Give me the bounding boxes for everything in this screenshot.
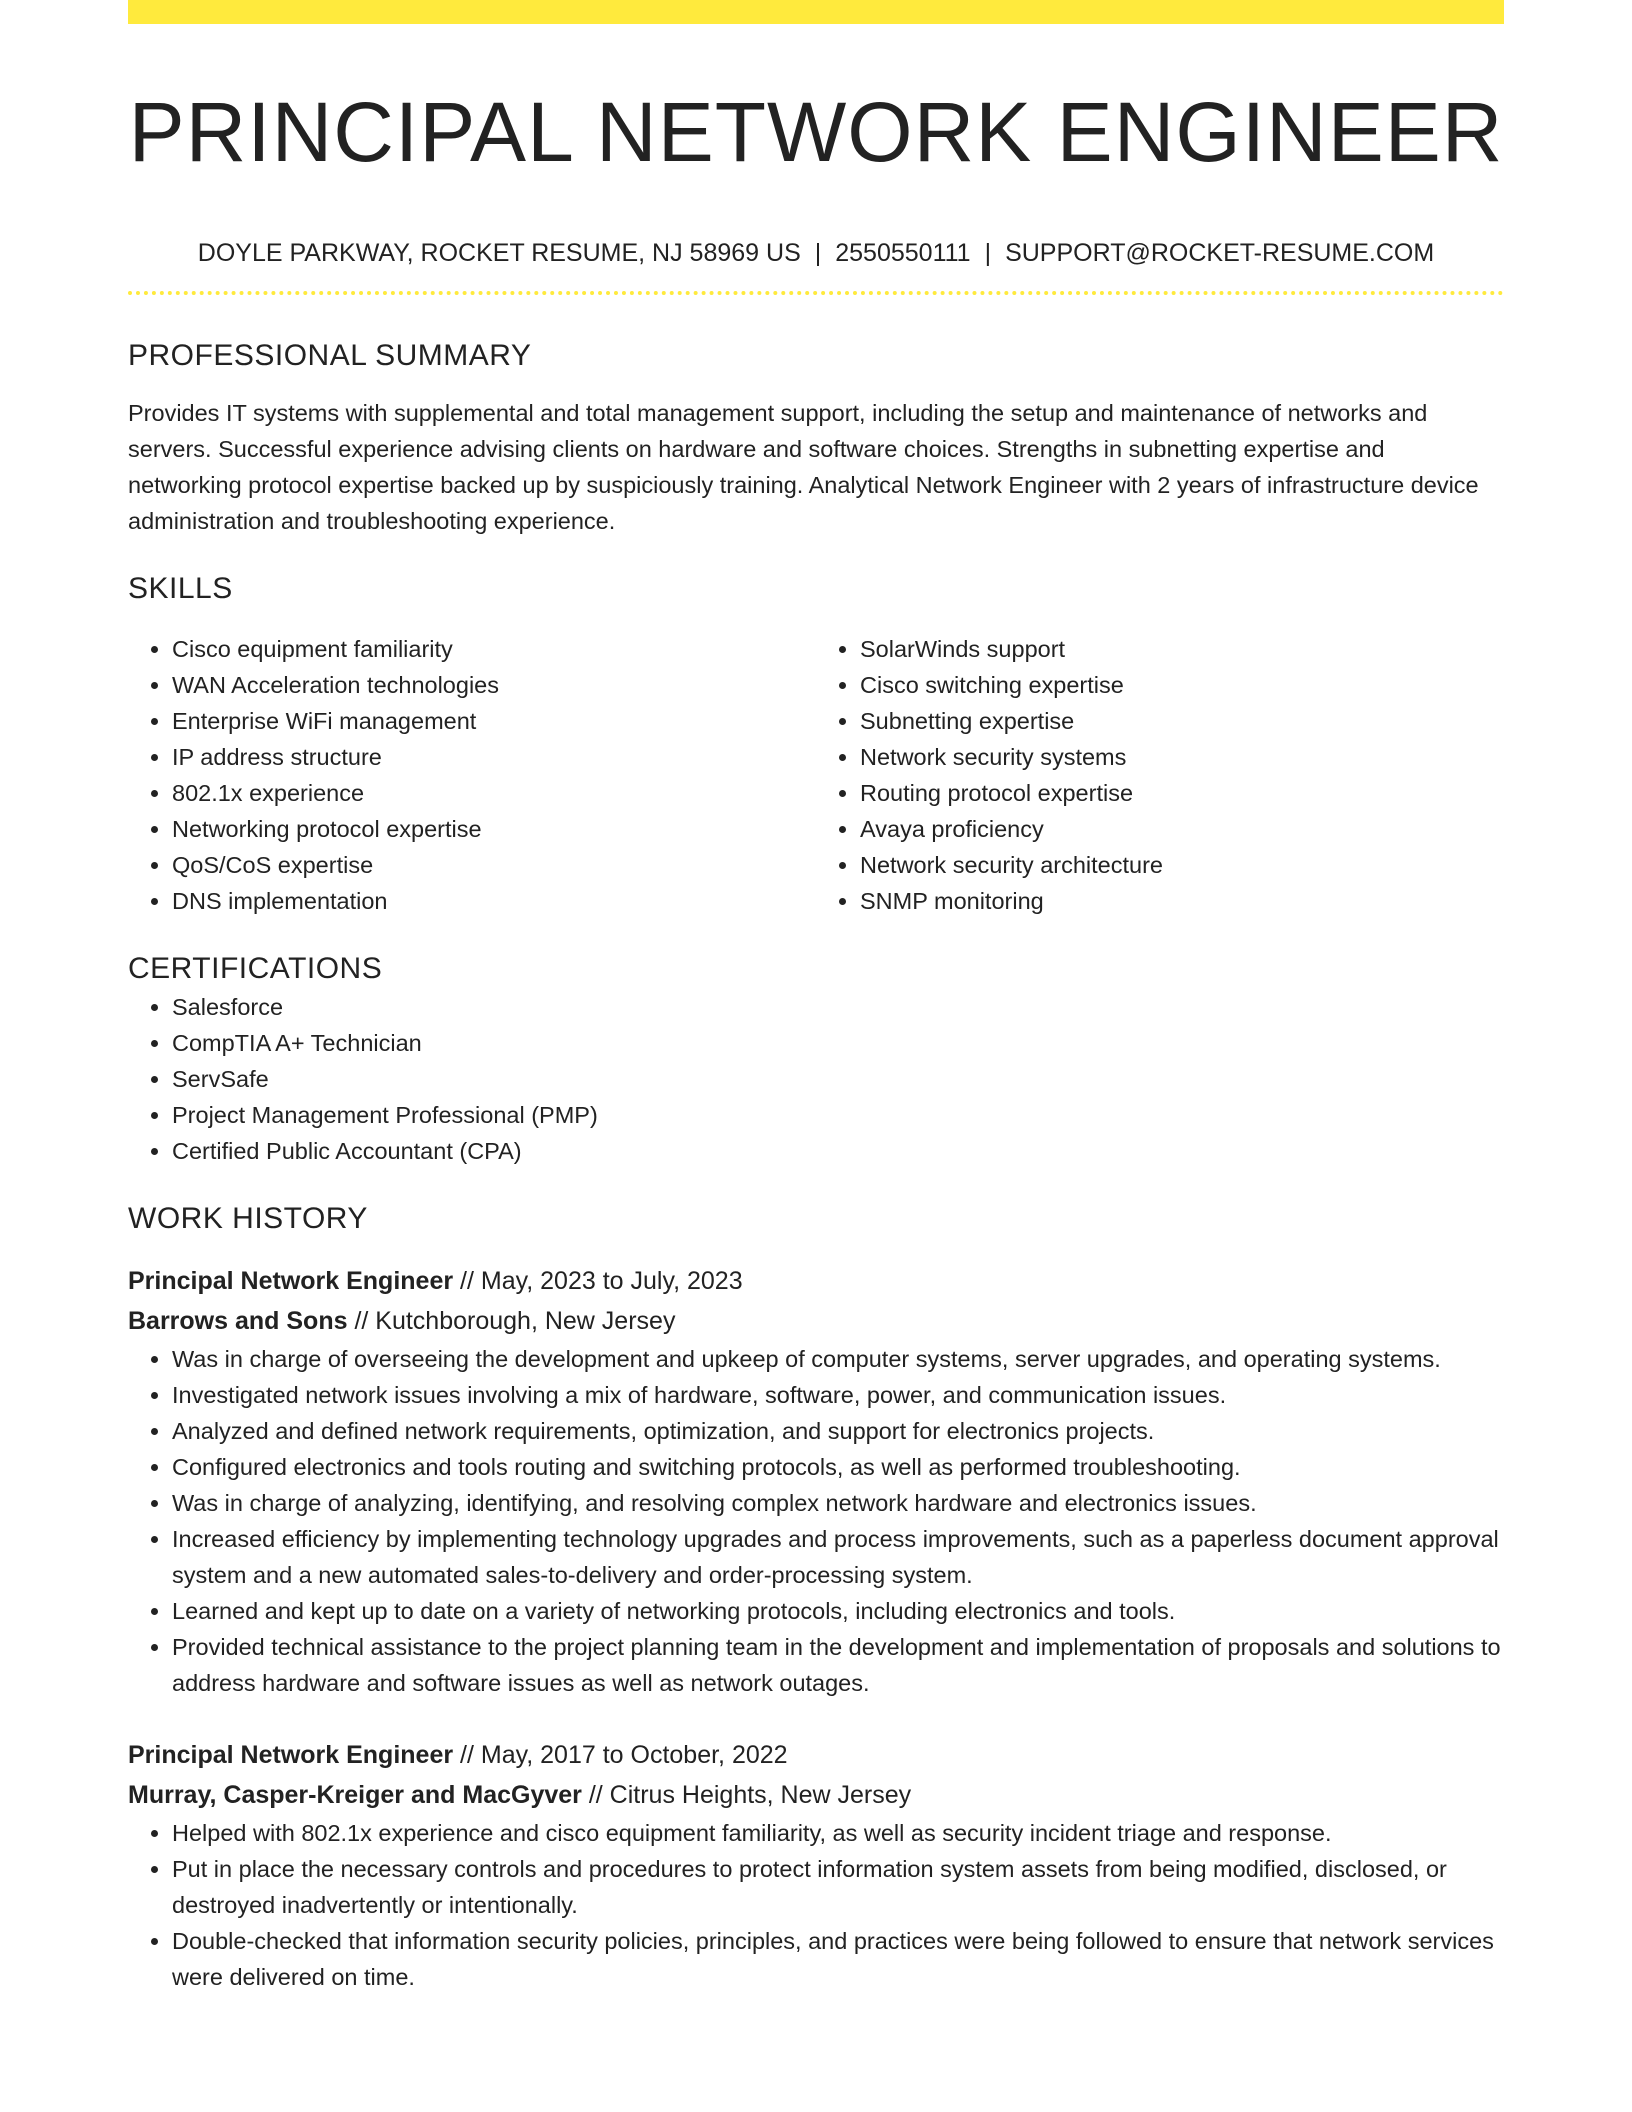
contact-phone: 2550550111 [835, 239, 971, 267]
contact-address: DOYLE PARKWAY, ROCKET RESUME, NJ 58969 US [197, 239, 801, 267]
job-location: // Citrus Heights, New Jersey [581, 1781, 912, 1809]
job-company: Murray, Casper-Kreiger and MacGyver [128, 1781, 582, 1809]
skill-item: • 802.1x experience [172, 775, 816, 811]
job-duty: • Configured electronics and tools routing and switching protocols, as well as performed troubleshooting. [172, 1449, 1504, 1485]
summary-heading: PROFESSIONAL SUMMARY [128, 339, 532, 372]
job-duty: • Analyzed and defined network requirements, optimization, and support for electronics projects. [172, 1413, 1504, 1449]
resume-content [128, 0, 1504, 1995]
certification-item: • CompTIA A+ Technician [172, 1025, 1504, 1061]
skill-item: • QoS/CoS expertise [172, 847, 816, 883]
contact-separator: | [814, 239, 822, 267]
certifications-list [128, 989, 1504, 1169]
skill-item: • Networking protocol expertise [172, 811, 816, 847]
certification-item: • Project Management Professional (PMP) [172, 1097, 1504, 1133]
skills-list-right [816, 631, 1504, 919]
job-role: Principal Network Engineer [128, 1267, 454, 1295]
job-company: Barrows and Sons [128, 1307, 348, 1335]
job-company-line [128, 1775, 1504, 1815]
contact-separator: | [984, 239, 992, 267]
job-duty: • Increased efficiency by implementing technology upgrades and process improvements, such as a paperless document approval system and a new automated sales-to-delivery and order-processing system. [172, 1521, 1504, 1593]
skill-item: • Subnetting expertise [860, 703, 1504, 739]
job-entry [128, 1261, 1504, 1701]
skill-item: • Routing protocol expertise [860, 775, 1504, 811]
skill-item: • DNS implementation [172, 883, 816, 919]
work-history-heading: WORK HISTORY [128, 1202, 368, 1235]
skill-item: • SolarWinds support [860, 631, 1504, 667]
candidate-title: PRINCIPAL NETWORK ENGINEER [128, 85, 1504, 179]
job-location: // Kutchborough, New Jersey [347, 1307, 676, 1335]
dotted-divider [128, 291, 1504, 295]
certification-item: • Certified Public Accountant (CPA) [172, 1133, 1504, 1169]
contact-email: SUPPORT@ROCKET-RESUME.COM [1005, 239, 1435, 267]
job-duty: • Helped with 802.1x experience and cisco equipment familiarity, as well as security incident triage and response. [172, 1815, 1504, 1851]
skill-item: • Network security architecture [860, 847, 1504, 883]
certifications-heading: CERTIFICATIONS [128, 952, 383, 985]
job-duty: • Double-checked that information security policies, principles, and practices were being followed to ensure that network services were delivered on time. [172, 1923, 1504, 1995]
skill-item: • IP address structure [172, 739, 816, 775]
job-duties-list [128, 1341, 1504, 1701]
skill-item: • Cisco equipment familiarity [172, 631, 816, 667]
skills-grid [128, 631, 1504, 919]
skill-item: • Cisco switching expertise [860, 667, 1504, 703]
job-company-line [128, 1301, 1504, 1341]
job-duty: • Investigated network issues involving a mix of hardware, software, power, and communication issues. [172, 1377, 1504, 1413]
job-duty: • Was in charge of analyzing, identifying, and resolving complex network hardware and electronics issues. [172, 1485, 1504, 1521]
job-entry [128, 1735, 1504, 1995]
skills-list-left [128, 631, 816, 919]
job-dates: // May, 2017 to October, 2022 [453, 1741, 788, 1769]
certification-item: • ServSafe [172, 1061, 1504, 1097]
job-duty: • Was in charge of overseeing the development and upkeep of computer systems, server upgrades, and operating systems. [172, 1341, 1504, 1377]
skill-item: • Avaya proficiency [860, 811, 1504, 847]
skill-item: • Enterprise WiFi management [172, 703, 816, 739]
job-role: Principal Network Engineer [128, 1741, 454, 1769]
skill-item: • SNMP monitoring [860, 883, 1504, 919]
skill-item: • WAN Acceleration technologies [172, 667, 816, 703]
job-duty: • Provided technical assistance to the project planning team in the development and implementation of proposals and solutions to address hardware and software issues as well as network outages. [172, 1629, 1504, 1701]
job-duty: • Put in place the necessary controls and procedures to protect information system assets from being modified, disclosed, or destroyed inadvertently or intentionally. [172, 1851, 1504, 1923]
summary-text: Provides IT systems with supplemental and total management support, including the setup and maintenance of networks and servers. Successful experience advising clients on hardware and software choices. Strengths in subnetting expertise and networking protocol expertise backed up by suspiciously training. Analytical Network Engineer with 2 years of infrastructure device administration and troubleshooting experience. [128, 400, 1479, 534]
contact-line [128, 236, 1504, 270]
job-duty: • Learned and kept up to date on a variety of networking protocols, including electronics and tools. [172, 1593, 1504, 1629]
job-duties-list [128, 1815, 1504, 1995]
job-role-line [128, 1735, 1504, 1775]
certification-item: • Salesforce [172, 989, 1504, 1025]
skills-heading: SKILLS [128, 572, 233, 605]
skill-item: • Network security systems [860, 739, 1504, 775]
job-role-line [128, 1261, 1504, 1301]
job-dates: // May, 2023 to July, 2023 [453, 1267, 743, 1295]
